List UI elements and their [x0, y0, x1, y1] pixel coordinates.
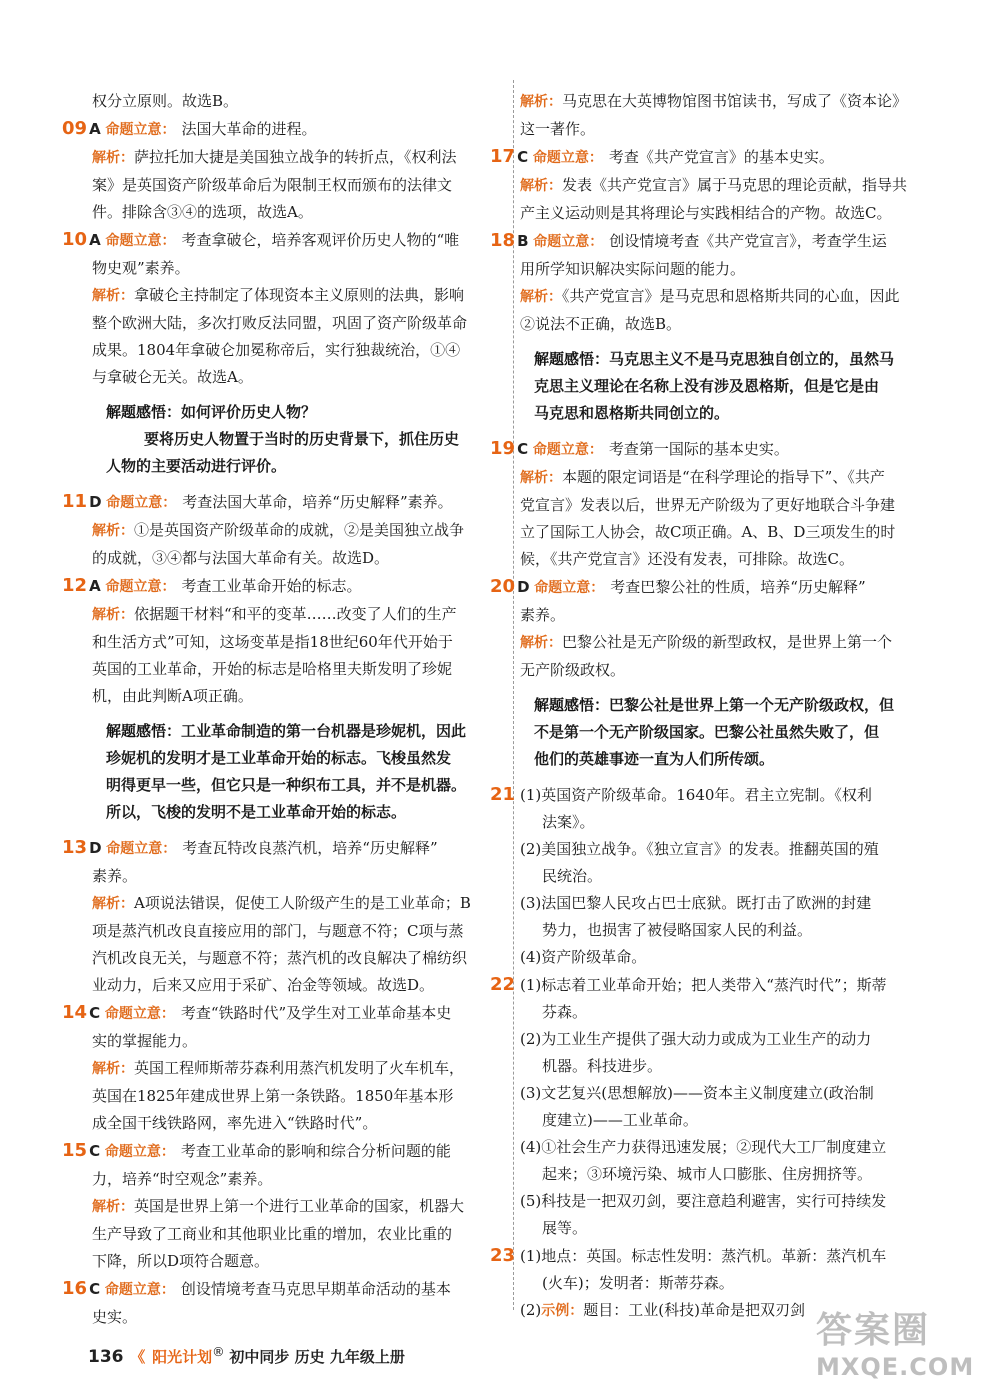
question-number: 23	[490, 1245, 516, 1266]
answer-20: 20 D 命题立意： 考查巴黎公社的性质，培养“历史解释” 素养。 解析：巴黎公社是无产阶级的新型政权，是世界上第一个 无产阶级政权。	[520, 573, 950, 684]
answer-23: 23 (1)地点：英国。标志性发明：蒸汽机。革新：蒸汽机车 (火车)；发明者：斯蒂芬森。 (2)示例：题目：工业(科技)革命是把双刃剑	[520, 1242, 950, 1325]
answer-12: 12 A 命题立意： 考查工业革命开始的标志。 解析：依据题干材料“和平的变革……改变了人们的生产 和生活方式”可知，这场变革是指18世纪60年代开始于 英国的工业革命，开始的标志是哈格里夫斯发明了珍妮 机，由此判断A项正确。	[92, 572, 510, 710]
page-number: 136	[88, 1347, 124, 1367]
question-number: 22	[490, 974, 516, 995]
insight-title: 解题感悟：	[106, 403, 182, 421]
page-footer: 136 《 阳光计划® 初中同步 历史 九年级上册	[88, 1344, 405, 1367]
answer-16: 16 C 命题立意： 创设情境考查马克思早期革命活动的基本 史实。	[92, 1275, 510, 1331]
question-number: 13 D	[62, 837, 102, 858]
insight-box: 解题感悟：马克思主义不是马克思独自创立的，虽然马 克思主义理论在名称上没有涉及恩格斯，但是它是由 马克思和恩格斯共同创立的。	[534, 350, 895, 422]
watermark-logo: 答案圈 MXQE.COM	[816, 1310, 975, 1381]
answer-18: 18 B 命题立意： 创设情境考查《共产党宣言》，考查学生运 用所学知识解决实际问题的能力。 解析：《共产党宣言》是马克思和恩格斯共同的心血，因此 ②说法不正确，故选B。	[520, 227, 950, 338]
answer-22: 22 (1)标志着工业革命开始；把人类带入“蒸汽时代”；斯蒂 芬森。 (2)为工业生产提供了强大动力或成为工业生产的动力 机器。科技进步。 (3)文艺复兴(思想解放)——资本主义制度建立(政治制 度建立)——工业革命。 (4)①社会生产力获得迅速发展；②现代大工厂制度建立 起来；③环境污染、城市人口膨胀、住房拥挤等。 (5)科技是一把双刃剑，要注意趋利避害，实行可持续发 展等。	[520, 971, 950, 1242]
answer-21: 21 (1)英国资产阶级革命。1640年。君主立宪制。《权利 法案》。 (2)美国独立战争。《独立宣言》的发表。推翻英国的殖 民统治。 (3)法国巴黎人民攻占巴士底狱。既打击了欧洲的封建 势力，也损害了被侵略国家人民的利益。 (4)资产阶级革命。	[520, 781, 950, 971]
question-number: 11 D	[62, 491, 102, 512]
answer-09: 09 A 命题立意： 法国大革命的进程。 解析：萨拉托加大捷是美国独立战争的转折点，《权利法 案》是英国资产阶级革命后为限制王权而颁布的法律文 件。排除含③④的选项，故选A。	[92, 115, 510, 226]
question-number: 15 C	[62, 1140, 101, 1161]
answer-17: 17 C 命题立意： 考查《共产党宣言》的基本史实。 解析：发表《共产党宣言》属于马克思的理论贡献，指导共 产主义运动则是其将理论与实践相结合的产物。故选C。	[520, 143, 950, 227]
brand-name: 阳光计划	[152, 1348, 213, 1366]
book-title: 初中同步 历史 九年级上册	[229, 1348, 405, 1366]
column-divider	[513, 80, 514, 1310]
answer-14: 14 C 命题立意： 考查“铁路时代”及学生对工业革命基本史 实的掌握能力。 解析：英国工程师斯蒂芬森利用蒸汽机发明了火车机车， 英国在1825年建成世界上第一条铁路。1850年基本形 成全国干线铁路网，率先进入“铁路时代”。	[92, 999, 510, 1137]
question-number: 12 A	[62, 575, 101, 596]
question-number: 19 C	[490, 438, 529, 459]
analysis-tag: 解析：	[520, 94, 562, 110]
chevron-icon: 《	[130, 1348, 146, 1366]
question-number: 10 A	[62, 229, 101, 250]
question-number: 14 C	[62, 1002, 101, 1023]
insight-box: 解题感悟：巴黎公社是世界上第一个无产阶级政权，但 不是第一个无产阶级国家。巴黎公社虽然失败了，但 他们的英雄事迹一直为人们所传颂。	[534, 696, 895, 768]
answer-13: 13 D 命题立意： 考查瓦特改良蒸汽机，培养“历史解释” 素养。 解析：A项说法错误，促使工人阶级产生的是工业革命；B 项是蒸汽机改良直接应用的部门，与题意不符；C项与蒸 汽机改良无关，与题意不符；蒸汽机的改良解决了棉纺织 业动力，后来又应用于采矿、冶金等领域。故选D。	[92, 834, 510, 999]
intent-tag: 命题立意：	[105, 122, 176, 138]
question-number: 17 C	[490, 146, 529, 167]
question-number: 21	[490, 784, 516, 805]
right-column: 解析：马克思在大英博物馆图书馆读书，写成了《资本论》 这一著作。 17 C 命题立意： 考查《共产党宣言》的基本史实。 解析：发表《共产党宣言》属于马克思的理论贡献，指导共 产主义运动则是其将理论与实践相结合的产物。故选C。 18 B 命题立意： 创设情境考查《共产党宣言》，考查学生运 用所学知识解决实际问题的能力。 解析：《共产党宣言》是马克思和恩格斯共同的心血，因此 ②说法不正确，故选B。 解题感悟：马克思主义不是马克思独自创立的，虽然马 克思主义理论在名称上没有涉及恩格斯，但是它是由 马克思和恩格斯共同创立的。 19 C 命题立意： 考查第一国际的基本史实。 解析：本题的限定词语是“在科学理论的指导下”、《共产 党宣言》发表以后，世界无产阶级为了更好地联合斗争建 立了国际工人协会，故C项正确。A、B、D三项发生的时 候，《共产党宣言》还没有发表，可排除。故选C。 20 D 命题立意： 考查巴黎公社的性质，培养“历史解释” 素养。 解析：巴黎公社是无产阶级的新型政权，是世界上第一个 无产阶级政权。 解题感悟：巴黎公社是世界上第一个无产阶级政权，但 不是第一个无产阶级国家。巴黎公社虽然失败了，但 他们的英雄事迹一直为人们所传颂。 21 (1)英国资产阶级革命。1640年。君主立宪制。《权利 法案》。 (2)美国独立战争。《独立宣言》的发表。推翻英国的殖 民统治。 (3)法国巴黎人民攻占巴士底狱。既打击了欧洲的封建 势力，也损害了被侵略国家人民的利益。 (4)资产阶级革命。 22 (1)标志着工业革命开始；把人类带入“蒸汽时代”；斯蒂 芬森。 (2)为工业生产提供了强大动力或成为工业生产的动力 机器。科技进步。 (3)文艺复兴(思想解放)——资本主义制度建立(政治制 度建立)——工业革命。 (4)①社会生产力获得迅速发展；②现代大工厂制度建立 起来；③环境污染、城市人口膨胀、住房拥挤等。 (5)科技是一把双刃剑，要注意趋利避害，实行可持续发 展等。 23 (1)地点：英国。标志性发明：蒸汽机。革新：蒸汽机车 (火车)；发明者：斯蒂芬森。 (2)示例：题目：工业(科技)革命是把双刃剑	[520, 88, 950, 1325]
question-number: 20 D	[490, 576, 530, 597]
left-column	[62, 88, 510, 1331]
question-number: 09 A	[62, 118, 101, 139]
answer-10: 10 A 命题立意： 考查拿破仑，培养客观评价历史人物的“唯 物史观”素养。 解析：拿破仑主持制定了体现资本主义原则的法典，影响 整个欧洲大陆，多次打败反法同盟，巩固了资产阶级革命 成果。1804年拿破仑加冕称帝后，实行独裁统治，①④ 与拿破仑无关。故选A。	[92, 226, 510, 391]
analysis-tag: 解析：	[92, 150, 134, 166]
question-number: 18 B	[490, 230, 529, 251]
answer-11: 11 D 命题立意： 考查法国大革命，培养“历史解释”素养。 解析：①是英国资产阶级革命的成就，②是美国独立战争 的成就，③④都与法国大革命有关。故选D。	[92, 488, 510, 572]
insight-box: 解题感悟：工业革命制造的第一台机器是珍妮机，因此 珍妮机的发明才是工业革命开始的标志。飞梭虽然发 明得更早一些，但它只是一种织布工具，并不是机器。 所以，飞梭的发明不是工业革命开始的标志。	[106, 722, 467, 821]
example-tag: 示例：	[541, 1303, 584, 1319]
answer-19: 19 C 命题立意： 考查第一国际的基本史实。 解析：本题的限定词语是“在科学理论的指导下”、《共产 党宣言》发表以后，世界无产阶级为了更好地联合斗争建 立了国际工人协会，故C项正确。A、B、D三项发生的时 候，《共产党宣言》还没有发表，可排除。故选C。	[520, 435, 950, 573]
answer-15: 15 C 命题立意： 考查工业革命的影响和综合分析问题的能 力，培养“时空观念”素养。 解析：英国是世界上第一个进行工业革命的国家，机器大 生产导致了工商业和其他职业比重的增加，农业比重的 下降，所以D项符合题意。	[92, 1137, 510, 1275]
question-number: 16 C	[62, 1278, 101, 1299]
text-line: 权分立原则。故选B。	[92, 92, 239, 110]
insight-box: 解题感悟：如何评价历史人物？ 要将历史人物置于当时的历史背景下，抓住历史 人物的主要活动进行评价。	[106, 403, 460, 475]
